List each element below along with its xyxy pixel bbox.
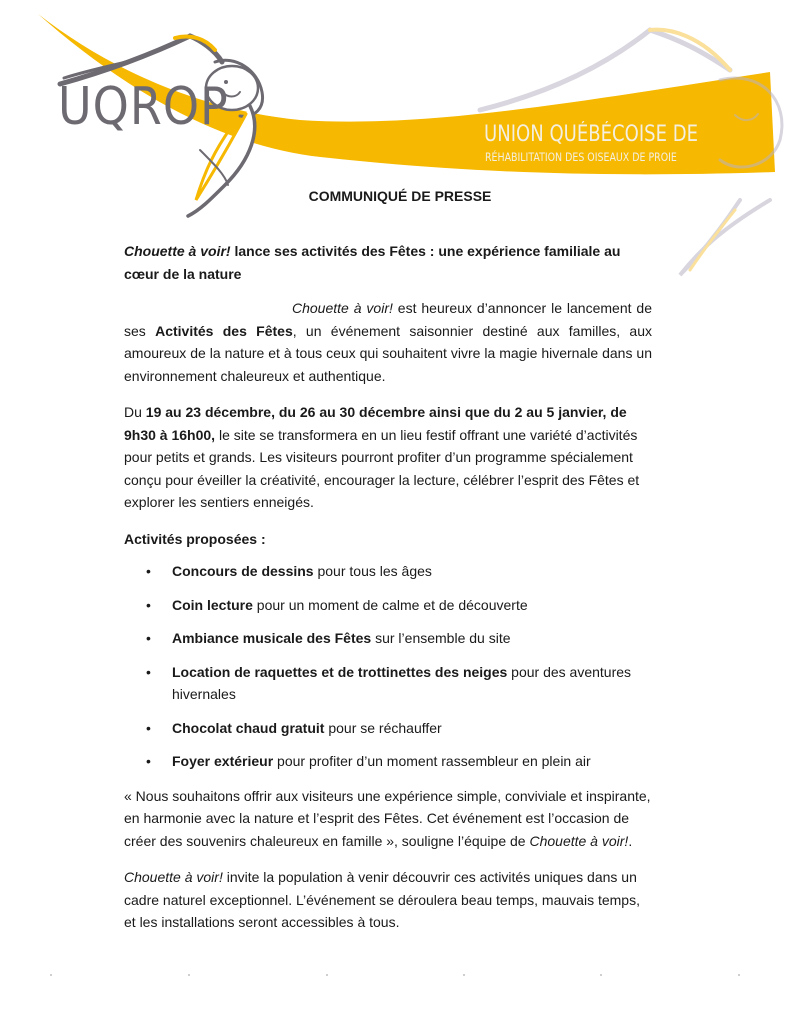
- activity-name: Chocolat chaud gratuit: [172, 719, 325, 736]
- intro-brand: Chouette à voir!: [292, 300, 393, 316]
- scan-mark: [188, 974, 190, 976]
- closing-paragraph: [124, 866, 652, 934]
- bullet-icon: •: [146, 663, 151, 680]
- intro-event-name: Activités des Fêtes: [155, 322, 293, 339]
- quote-text: « Nous souhaitons offrir aux visiteurs une expérience simple, conviviale et inspirante, en harmonie avec la nature et l’esprit des Fêtes. Cet événement est l’occasion de créer des souvenirs chaleureux en famille », souligne l’équipe de: [124, 787, 651, 849]
- press-release-body: [124, 240, 652, 948]
- intro-text-2: , un événement saisonnier destiné aux familles, aux amoureux de la nature et à tous ceux qui souhaitent vivre la magie hivernale dans un environnement chaleureux et authentique.: [124, 322, 652, 384]
- scan-mark: [738, 974, 740, 976]
- activity-desc: pour un moment de calme et de découverte: [252, 596, 528, 613]
- activity-desc: pour se réchauffer: [324, 719, 442, 736]
- quote-paragraph: [124, 785, 652, 853]
- list-item: [124, 594, 652, 617]
- logo-text: UQROP: [58, 76, 229, 137]
- scan-mark: [463, 974, 465, 976]
- quote-end: .: [628, 832, 633, 849]
- org-name-line1: UNION QUÉBÉCOISE DE: [484, 122, 699, 147]
- closing-brand: Chouette à voir!: [124, 869, 223, 885]
- activity-desc: pour tous les âges: [313, 563, 432, 579]
- intro-paragraph: [124, 297, 652, 387]
- activity-name: Concours de dessins: [172, 563, 314, 579]
- bullet-icon: •: [146, 719, 151, 736]
- quote-brand: Chouette à voir!: [529, 832, 629, 849]
- schedule-text: le site se transformera en un lieu festif offrant une variété d’activités pour petits et grands. Les visiteurs pourront profiter d’un programme spécialement conçu pour éveiller la créativité, encourager la lecture, célébrer l’esprit des Fêtes et explorer les sentiers enneigés.: [124, 426, 640, 510]
- list-item: [124, 661, 652, 706]
- list-item: [124, 627, 652, 650]
- org-name-line2: RÉHABILITATION DES OISEAUX DE PROIE: [485, 150, 677, 164]
- activity-name: Location de raquettes et de trottinettes des neiges: [172, 663, 508, 680]
- list-item: [124, 560, 652, 583]
- headline: [124, 240, 652, 285]
- activity-name: Ambiance musicale des Fêtes: [172, 630, 372, 646]
- activity-desc: pour profiter d’un moment rassembleur en plein air: [273, 753, 591, 769]
- bullet-icon: •: [146, 753, 151, 769]
- intro-text-1: est heureux d’annoncer le lancement de ses: [124, 300, 652, 339]
- activity-desc: pour des aventures hivernales: [172, 663, 632, 702]
- activities-list: [124, 560, 652, 773]
- schedule-paragraph: [124, 401, 652, 514]
- schedule-dates: 19 au 23 décembre, du 26 au 30 décembre ainsi que du 2 au 5 janvier, de 9h30 à 16h00,: [124, 404, 627, 443]
- scan-mark: [326, 974, 328, 976]
- headline-text: lance ses activités des Fêtes : une expérience familiale au cœur de la nature: [124, 243, 621, 282]
- schedule-lead: Du: [124, 404, 146, 420]
- scan-mark: [600, 974, 602, 976]
- bullet-icon: •: [146, 563, 151, 579]
- activity-name: Foyer extérieur: [172, 753, 274, 769]
- activity-desc: sur l’ensemble du site: [371, 630, 511, 646]
- activity-name: Coin lecture: [172, 596, 253, 613]
- list-item: [124, 750, 652, 773]
- scan-marks: [0, 974, 791, 984]
- bullet-icon: •: [146, 630, 151, 646]
- closing-text: invite la population à venir découvrir ces activités uniques dans un cadre naturel exceptionnel. L’événement se déroulera beau temps, mauvais temps, et les installations seront accessibles à tous.: [124, 869, 640, 930]
- scan-mark: [50, 974, 52, 976]
- list-item: [124, 717, 652, 740]
- bullet-icon: •: [146, 596, 151, 613]
- document-title: COMMUNIQUÉ DE PRESSE: [308, 188, 492, 204]
- activities-heading: Activités proposées :: [124, 530, 266, 547]
- headline-brand: Chouette à voir!: [124, 243, 231, 259]
